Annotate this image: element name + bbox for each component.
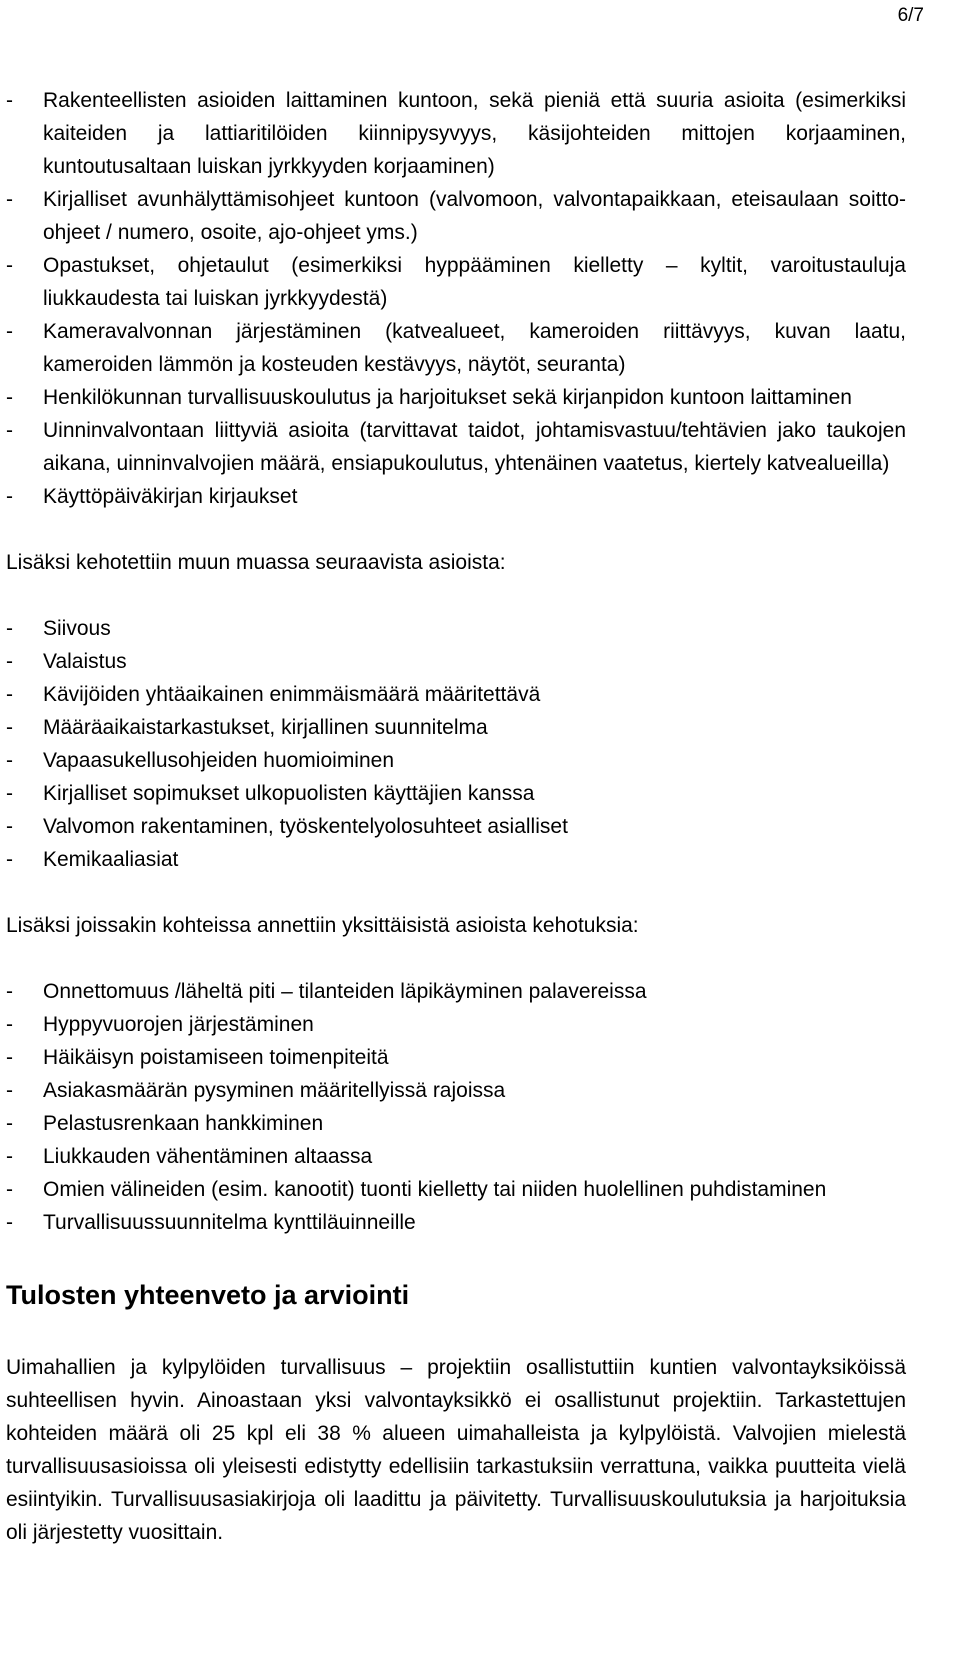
- list-item: - Opastukset, ohjetaulut (esimerkiksi hyppääminen kielletty – kyltit, varoitustauluja liukkaudesta tai luiskan jyrkkyydestä): [6, 249, 906, 315]
- list-item: - Kävijöiden yhtäaikainen enimmäismäärä määritettävä: [6, 678, 906, 711]
- list-item: - Uinninvalvontaan liittyviä asioita (tarvittavat taidot, johtamisvastuu/tehtävien jako taukojen aikana, uinninvalvojien määrä, ensiapukoulutus, yhtenäinen vaatetus, kiertely katvealueilla): [6, 414, 906, 480]
- recommendations-list-structural: [6, 84, 906, 513]
- section-heading: Tulosten yhteenveto ja arviointi: [6, 1280, 410, 1310]
- recommendations-list-additional: [6, 612, 906, 876]
- list-item: - Kirjalliset sopimukset ulkopuolisten käyttäjien kanssa: [6, 777, 906, 810]
- list-item: - Pelastusrenkaan hankkiminen: [6, 1107, 906, 1140]
- list-item: - Kameravalvonnan järjestäminen (katvealueet, kameroiden riittävyys, kuvan laatu, kameroiden lämmön ja kosteuden kestävyys, näytöt, seuranta): [6, 315, 906, 381]
- summary-paragraph: Uimahallien ja kylpylöiden turvallisuus – projektiin osallistuttiin kuntien valvontayksiköissä suhteellisen hyvin. Ainoastaan yksi valvontayksikkö ei osallistunut projektiin. Tarkastettujen kohteiden määrä oli 25 kpl eli 38 % alueen uimahalleista ja kylpylöistä. Valvojien mielestä turvallisuusasioissa oli yleisesti edistytty edellisiin tarkastuksiin verrattuna, vaikka puutteita vielä esiintyikin. Turvallisuusasiakirjoja oli laadittu ja päivitetty. Turvallisuuskoulutuksia ja harjoituksia oli järjestetty vuosittain.: [6, 1356, 906, 1544]
- list-item: - Omien välineiden (esim. kanootit) tuonti kielletty tai niiden huolellinen puhdistaminen: [6, 1173, 906, 1206]
- list-item: - Valvomon rakentaminen, työskentelyolosuhteet asialliset: [6, 810, 906, 843]
- intro-paragraph-additional: Lisäksi kehotettiin muun muassa seuraavista asioista:: [6, 551, 506, 574]
- list-item: - Valaistus: [6, 645, 906, 678]
- list-item: - Onnettomuus /läheltä piti – tilanteiden läpikäyminen palavereissa: [6, 975, 906, 1008]
- list-item: - Siivous: [6, 612, 906, 645]
- list-item: - Häikäisyn poistamiseen toimenpiteitä: [6, 1041, 906, 1074]
- list-item: - Kemikaaliasiat: [6, 843, 906, 876]
- list-item: - Hyppyvuorojen järjestäminen: [6, 1008, 906, 1041]
- list-item: - Kirjalliset avunhälyttämisohjeet kuntoon (valvomoon, valvontapaikkaan, eteisaulaan soitto-ohjeet / numero, osoite, ajo-ohjeet yms.): [6, 183, 906, 249]
- list-item: - Henkilökunnan turvallisuuskoulutus ja harjoitukset sekä kirjanpidon kuntoon laittaminen: [6, 381, 906, 414]
- list-item: - Rakenteellisten asioiden laittaminen kuntoon, sekä pieniä että suuria asioita (esimerkiksi kaiteiden ja lattiaritilöiden kiinnipysyvyys, käsijohteiden mittojen korjaaminen, kuntoutusaltaan luiskan jyrkkyyden korjaaminen): [6, 84, 906, 183]
- list-item: - Käyttöpäiväkirjan kirjaukset: [6, 480, 906, 513]
- intro-paragraph-individual: Lisäksi joissakin kohteissa annettiin yksittäisistä asioista kehotuksia:: [6, 914, 639, 937]
- recommendations-list-individual: [6, 975, 906, 1239]
- page-number: 6/7: [897, 5, 924, 26]
- list-item: - Turvallisuussuunnitelma kynttiläuinneille: [6, 1206, 906, 1239]
- list-item: - Määräaikaistarkastukset, kirjallinen suunnitelma: [6, 711, 906, 744]
- list-item: - Asiakasmäärän pysyminen määritellyissä rajoissa: [6, 1074, 906, 1107]
- list-item: - Vapaasukellusohjeiden huomioiminen: [6, 744, 906, 777]
- list-item: - Liukkauden vähentäminen altaassa: [6, 1140, 906, 1173]
- document-body: [6, 84, 906, 1549]
